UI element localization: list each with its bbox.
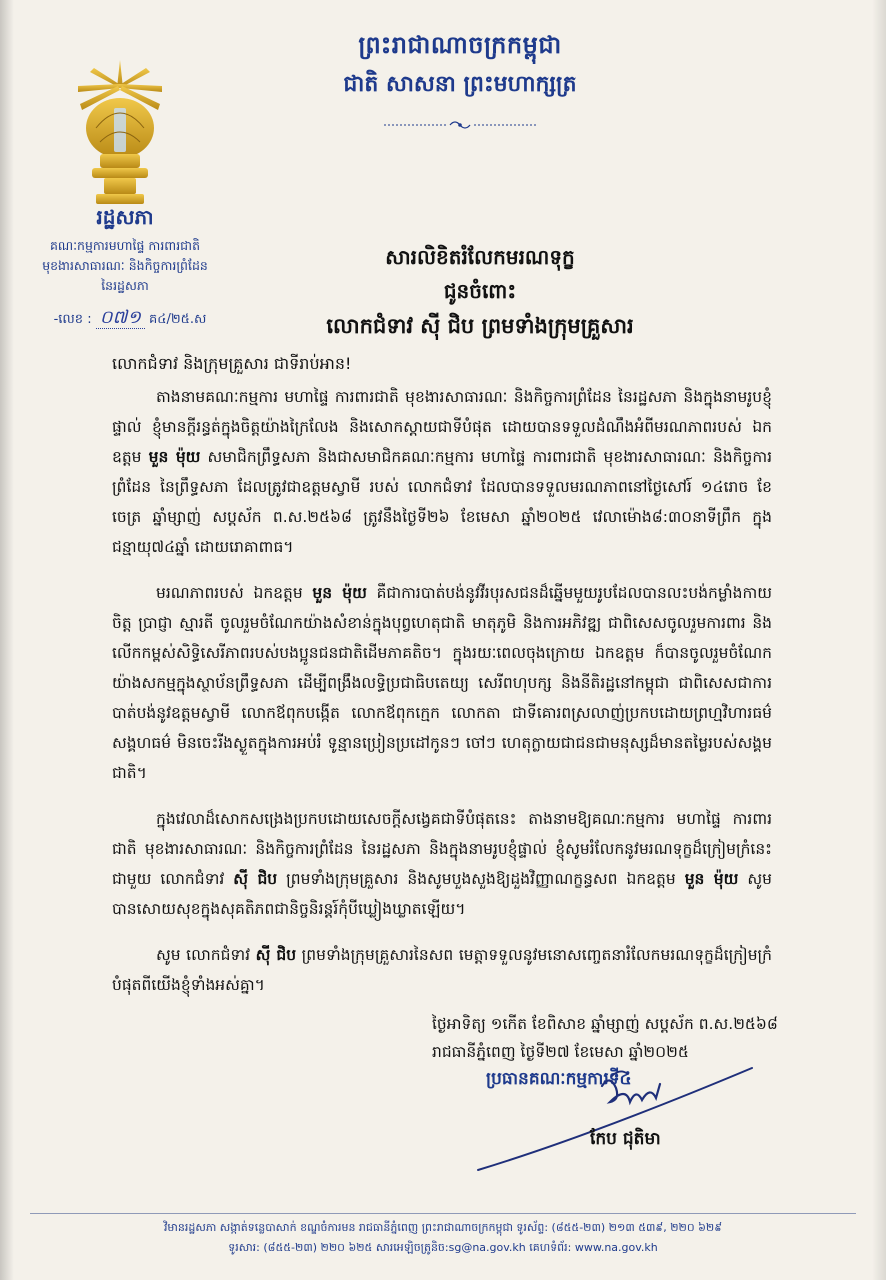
department-line-2: មុខងារសាធារណៈ និងកិច្ចការព្រំដែន [42, 258, 208, 273]
paragraph-2 [112, 578, 772, 788]
deceased-name: មួន ម៉ុយ [684, 870, 739, 888]
reference-prefix: -លេខ : [53, 312, 92, 327]
kingdom-title: ព្រះរាជាណាចក្រកម្ពុជា [358, 31, 562, 59]
footer-address: វិមានរដ្ឋសភា សង្កាត់ទន្លេបាសាក់ ខណ្ឌចំការមន រាជធានីភ្នំពេញ ព្រះរាជាណាចក្រកម្ពុជា ទូរស័ព្ទ: (៨៥៥-២៣) ២១៣ ៥៣៩, ២២០ ៦២៩ [163, 1221, 723, 1234]
reference-handwritten-number: ០៧១ [96, 307, 145, 329]
department-name [30, 236, 220, 296]
paragraph-4-text-b: ព្រមទាំងក្រុមគ្រួសារនៃសព មេត្តាទទួលនូវមនោសញ្ចេតនារំលែកមរណទុក្ខដ៏ក្រៀមក្រំបំផុតពីយើងខ្ញុំទាំងអស់គ្នា។ [112, 946, 772, 994]
footer-divider [30, 1213, 856, 1214]
signer-name: កែប ជុតិមា [590, 1129, 661, 1149]
deceased-name: មួន ម៉ុយ [312, 584, 367, 602]
recipient-name: ស៊ី ជិប [255, 946, 297, 964]
paragraph-1-text-a: តាងនាមគណៈកម្មការ មហាផ្ទៃ ការពារជាតិ មុខងារសាធារណៈ និងកិច្ចការព្រំដែន នៃរដ្ឋសភា និងក្នុងនាមរូបខ្ញុំផ្ទាល់ ខ្ញុំមានក្តីរន្ធត់ក្នុងចិត្តយ៉ាងក្រៃលែង និងសោកស្តាយជាទីបំផុត ដោយបានទទួលដំណឹងអំពីមរណភាពរបស់ ឯកឧត្តម [112, 388, 772, 466]
title-line-1: សារលិខិតរំលែកមរណទុក្ខ [385, 245, 575, 269]
deceased-name: មួន ម៉ុយ [148, 448, 201, 466]
paragraph-2-text-a: មរណភាពរបស់ ឯកឧត្តម [156, 584, 313, 602]
footer-contact [30, 1218, 856, 1258]
national-assembly-emblem-icon [70, 58, 170, 208]
paragraph-2-text-b: គឺជាការបាត់បង់នូវវីរបុរសជនដ៏ឆ្នើមមួយរូបដែលបានលះបង់កម្លាំងកាយចិត្ត ប្រាជ្ញា ស្មារតី ចូលរួមចំណែកយ៉ាងសំខាន់ក្នុងបុព្វហេតុជាតិ មាតុភូមិ និងការអភិវឌ្ឍ ជាពិសេសចូលរួមការពារ និងលើកកម្ពស់សិទ្ធិសេរីភាពរបស់បងប្អូនជនជាតិដើមភាគតិច។ ក្នុងរយៈពេលចុងក្រោយ ឯកឧត្តម ក៏បានចូលរួមចំណែកយ៉ាងសកម្មក្នុងស្ថាប័នព្រឹទ្ធសភា ដើម្បីពង្រឹងលទ្ធិប្រជាធិបតេយ្យ សេរីពហុបក្ស និងនីតិរដ្ឋនៅកម្ពុជា ជាពិសេសជាការបាត់បង់នូវឧត្តមស្វាមី លោកឪពុកបង្កើត លោកឪពុកក្មេក លោកតា ជាទីគោរពស្រលាញ់ប្រកបដោយព្រហ្មវិហារធម៌ សង្គហធម៌ មិនចេះរីងស្ងួតក្នុងការអប់រំ ទូន្មានប្រៀនប្រដៅកូនៗ ចៅៗ ហេតុក្លាយជាជនជាមនុស្សដ៏មានតម្លៃរបស់សង្គមជាតិ។ [112, 584, 773, 782]
signatory-title: ប្រធានគណៈកម្មការទី៤ [486, 1069, 632, 1089]
divider-ornament-icon [380, 118, 540, 132]
date-block [432, 1010, 812, 1066]
organization-name: រដ្ឋសភា [96, 205, 154, 229]
reference-suffix: គ៤/២៥.ស [149, 312, 207, 327]
paragraph-3-text-b: ព្រមទាំងក្រុមគ្រួសារ និងសូមបួងសួងឱ្យដួងវិញ្ញាណក្ខន្ធសព ឯកឧត្តម [277, 870, 685, 888]
department-line-3: នៃរដ្ឋសភា [101, 278, 149, 293]
paragraph-1-text-b: សមាជិកព្រឹទ្ធសភា និងជាសមាជិកគណៈកម្មការ មហាផ្ទៃ ការពារជាតិ មុខងារសាធារណៈ និងកិច្ចការព្រំដែន នៃព្រឹទ្ធសភា ដែលត្រូវជាឧត្តមស្វាមី របស់ លោកជំទាវ ដែលបានទទួលមរណភាពនៅថ្ងៃសៅរ៍ ១៤រោច ខែចេត្រ ឆ្នាំម្សាញ់ សប្តស័ក ព.ស.២៥៦៨ ត្រូវនឹងថ្ងៃទី២៦ ខែមេសា ឆ្នាំ២០២៥ វេលាម៉ោង៨:៣០នាទីព្រឹក ក្នុងជន្មាយុ៧៤ឆ្នាំ ដោយរោគាពាធ។ [112, 448, 773, 556]
left-edge-shadow [0, 0, 14, 1280]
footer-contact-details: ទូរសារ: (៨៥៥-២៣) ២២០ ៦២៥ សារអេឡិចត្រូនិច:sg@na.gov.kh គេហទំព័រ: www.na.gov.kh [228, 1241, 658, 1254]
department-line-1: គណៈកម្មការមហាផ្ទៃ ការពារជាតិ [50, 238, 200, 253]
letter-body [112, 350, 772, 1016]
letter-title [250, 240, 710, 344]
right-edge-shadow [872, 0, 886, 1280]
lunar-date: ថ្ងៃអាទិត្យ ១កើត ខែពិសាខ ឆ្នាំម្សាញ់ សប្តស័ក ព.ស.២៥៦៨ [432, 1015, 778, 1033]
national-motto: ជាតិ សាសនា ព្រះមហាក្សត្រ [343, 72, 577, 97]
paragraph-3-text-c: សូមបានសោយសុខក្នុងសុគតិភពជានិច្ចនិរន្តរ៍កុំបីឃ្លៀងឃ្លាតឡើយ។ [112, 870, 772, 918]
title-line-2: ជូនចំពោះ [443, 279, 517, 303]
recipient-name: ស៊ី ជិប [233, 870, 278, 888]
salutation: លោកជំទាវ និងក្រុមគ្រួសារ ជាទីរាប់អាន! [112, 354, 352, 373]
handwritten-signature [470, 1066, 770, 1176]
reference-number [30, 305, 230, 332]
place-and-date: រាជធានីភ្នំពេញ ថ្ងៃទី២៧ ខែមេសា ឆ្នាំ២០២៥ [432, 1043, 689, 1061]
title-line-3: លោកជំទាវ ស៊ី ជិប ព្រមទាំងក្រុមគ្រួសារ [326, 314, 634, 338]
paragraph-1 [112, 382, 772, 562]
paragraph-4 [112, 940, 772, 1000]
paragraph-3-text-a: ក្នុងវេលាដ៏សោកសង្រេងប្រកបដោយសេចក្តីសង្វេគជាទីបំផុតនេះ តាងនាមឱ្យគណៈកម្មការ មហាផ្ទៃ ការពារជាតិ មុខងារសាធារណៈ និងកិច្ចការព្រំដែន នៃរដ្ឋសភា និងក្នុងនាមរូបខ្ញុំផ្ទាល់ ខ្ញុំសូមរំលែកនូវមរណទុក្ខដ៏ក្រៀមក្រំនេះជាមួយ លោកជំទាវ [112, 810, 772, 888]
paragraph-3 [112, 804, 772, 924]
paragraph-4-text-a: សូម លោកជំទាវ [156, 946, 256, 964]
